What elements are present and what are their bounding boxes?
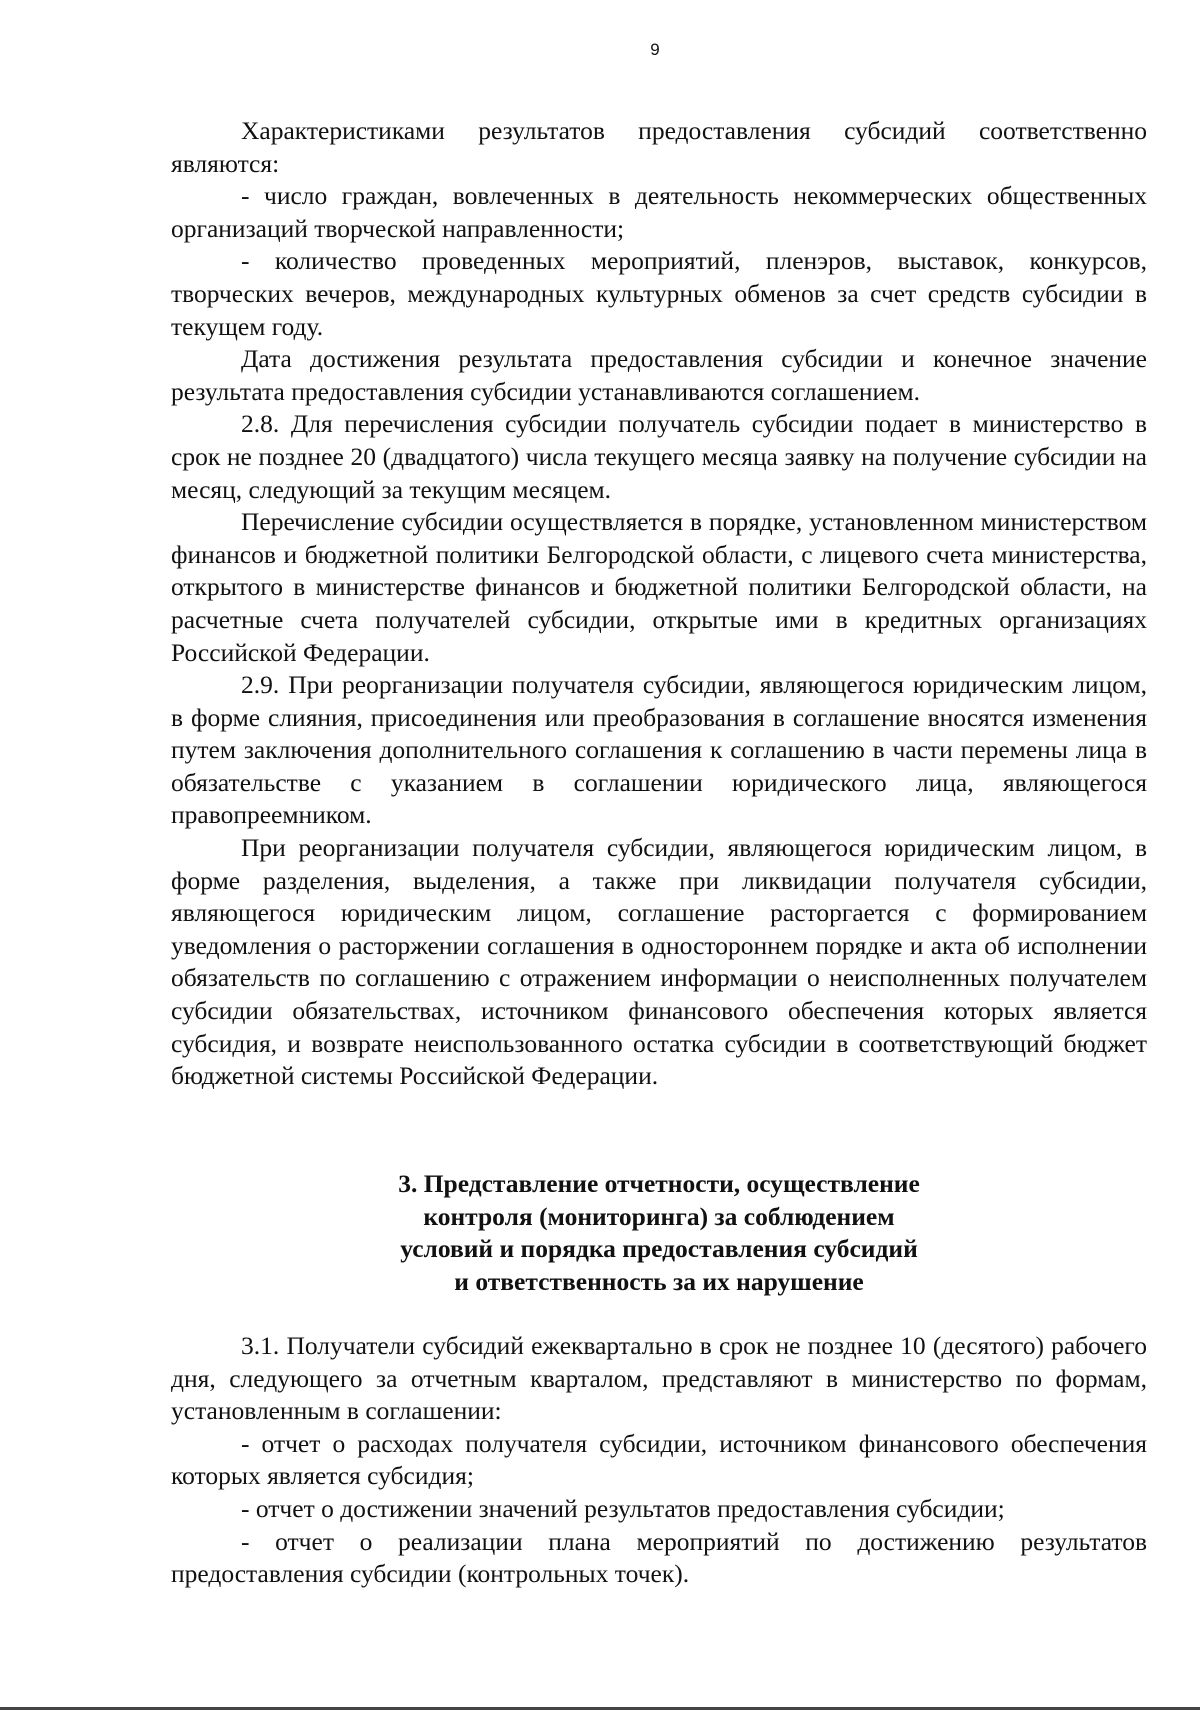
- paragraph: Дата достижения результата предоставления субсидии и конечное значение результата предоставления субсидии устанавливаются соглашением.: [171, 344, 1147, 406]
- section-heading-line: контроля (мониторинга) за соблюдением: [423, 1201, 895, 1231]
- paragraph: Перечисление субсидии осуществляется в порядке, установленном министерством финансов и бюджетной политики Белгородской области, с лицевого счета министерства, открытого в министерстве финансов и бюджетной политики Белгородской области, на расчетные счета получателей субсидии, открытые ими в кредитных организациях Российской Федерации.: [171, 507, 1147, 667]
- section-heading-line: условий и порядка предоставления субсидий: [400, 1234, 918, 1264]
- paragraph: - количество проведенных мероприятий, пленэров, выставок, конкурсов, творческих вечеров, международных культурных обменов за счет средств субсидии в текущем году.: [171, 246, 1147, 341]
- body-text-top: [171, 115, 1147, 1093]
- paragraph: 3.1. Получатели субсидий ежеквартально в срок не позднее 10 (десятого) рабочего дня, следующего за отчетным кварталом, представляют в министерство по формам, установленным в соглашении:: [171, 1331, 1147, 1426]
- section-heading-line: и ответственность за их нарушение: [454, 1266, 864, 1296]
- paragraph: - отчет о реализации плана мероприятий по достижению результатов предоставления субсидии (контрольных точек).: [171, 1526, 1147, 1589]
- body-text-bottom: [171, 1330, 1147, 1591]
- paragraph: - число граждан, вовлеченных в деятельность некоммерческих общественных организаций творческой направленности;: [171, 181, 1147, 243]
- page-number: 9: [650, 40, 660, 59]
- paragraph: 2.8. Для перечисления субсидии получатель субсидии подает в министерство в срок не позднее 20 (двадцатого) числа текущего месяца заявку на получение субсидии на месяц, следующий за текущим месяцем.: [171, 409, 1147, 504]
- section-heading: [171, 1168, 1147, 1298]
- paragraph: При реорганизации получателя субсидии, являющегося юридическим лицом, в форме разделения, выделения, а также при ликвидации получателя субсидии, являющегося юридическим лицом, соглашение расторгается с формированием уведомления о расторжении соглашения в одностороннем порядке и акта об исполнении обязательств по соглашению с отражением информации о неисполненных получателем субсидии обязательствах, источником финансового обеспечения которых является субсидия, и возврате неиспользованного остатка субсидии в соответствующий бюджет бюджетной системы Российской Федерации.: [171, 833, 1147, 1091]
- paragraph: 2.9. При реорганизации получателя субсидии, являющегося юридическим лицом, в форме слияния, присоединения или преобразования в соглашение вносятся изменения путем заключения дополнительного соглашения к соглашению в части перемены лица в обязательстве с указанием в соглашении юридического лица, являющегося правопреемником.: [171, 670, 1147, 830]
- paragraph: - отчет о достижении значений результатов предоставления субсидии;: [241, 1493, 1005, 1523]
- paragraph: - отчет о расходах получателя субсидии, источником финансового обеспечения которых является субсидия;: [171, 1428, 1147, 1491]
- section-heading-line: 3. Представление отчетности, осуществление: [398, 1169, 920, 1198]
- paragraph: Характеристиками результатов предоставления субсидий соответственно являются:: [171, 116, 1147, 178]
